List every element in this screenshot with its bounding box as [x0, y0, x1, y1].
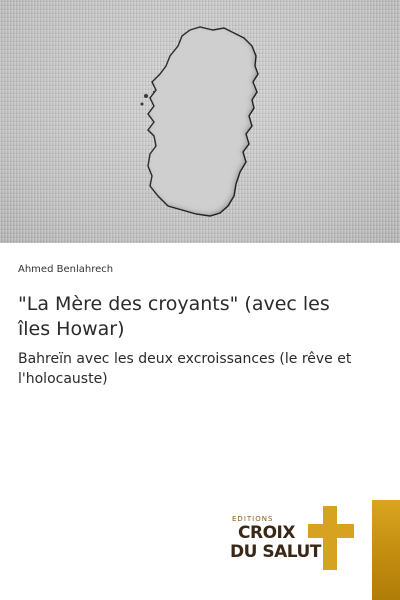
island-1 [144, 94, 148, 98]
publisher-logo [228, 502, 358, 572]
cover-image [0, 0, 400, 243]
map-silhouette-icon [0, 0, 400, 243]
book-title: "La Mère des croyants" (avec les îles Howar) [18, 293, 330, 340]
publisher-croix-label: CROIX [238, 523, 295, 543]
publisher-salut-label: DU SALUT [230, 542, 321, 562]
publisher-editions-label: EDITIONS [232, 515, 274, 523]
island-3 [153, 91, 155, 93]
qatar-shape [148, 27, 258, 216]
island-2 [141, 103, 144, 106]
book-subtitle: Bahreïn avec les deux excroissances (le rêve et l'holocauste) [18, 351, 352, 387]
gold-band [372, 500, 400, 600]
cross-icon [306, 504, 356, 572]
author-name: Ahmed Benlahrech [18, 264, 114, 275]
